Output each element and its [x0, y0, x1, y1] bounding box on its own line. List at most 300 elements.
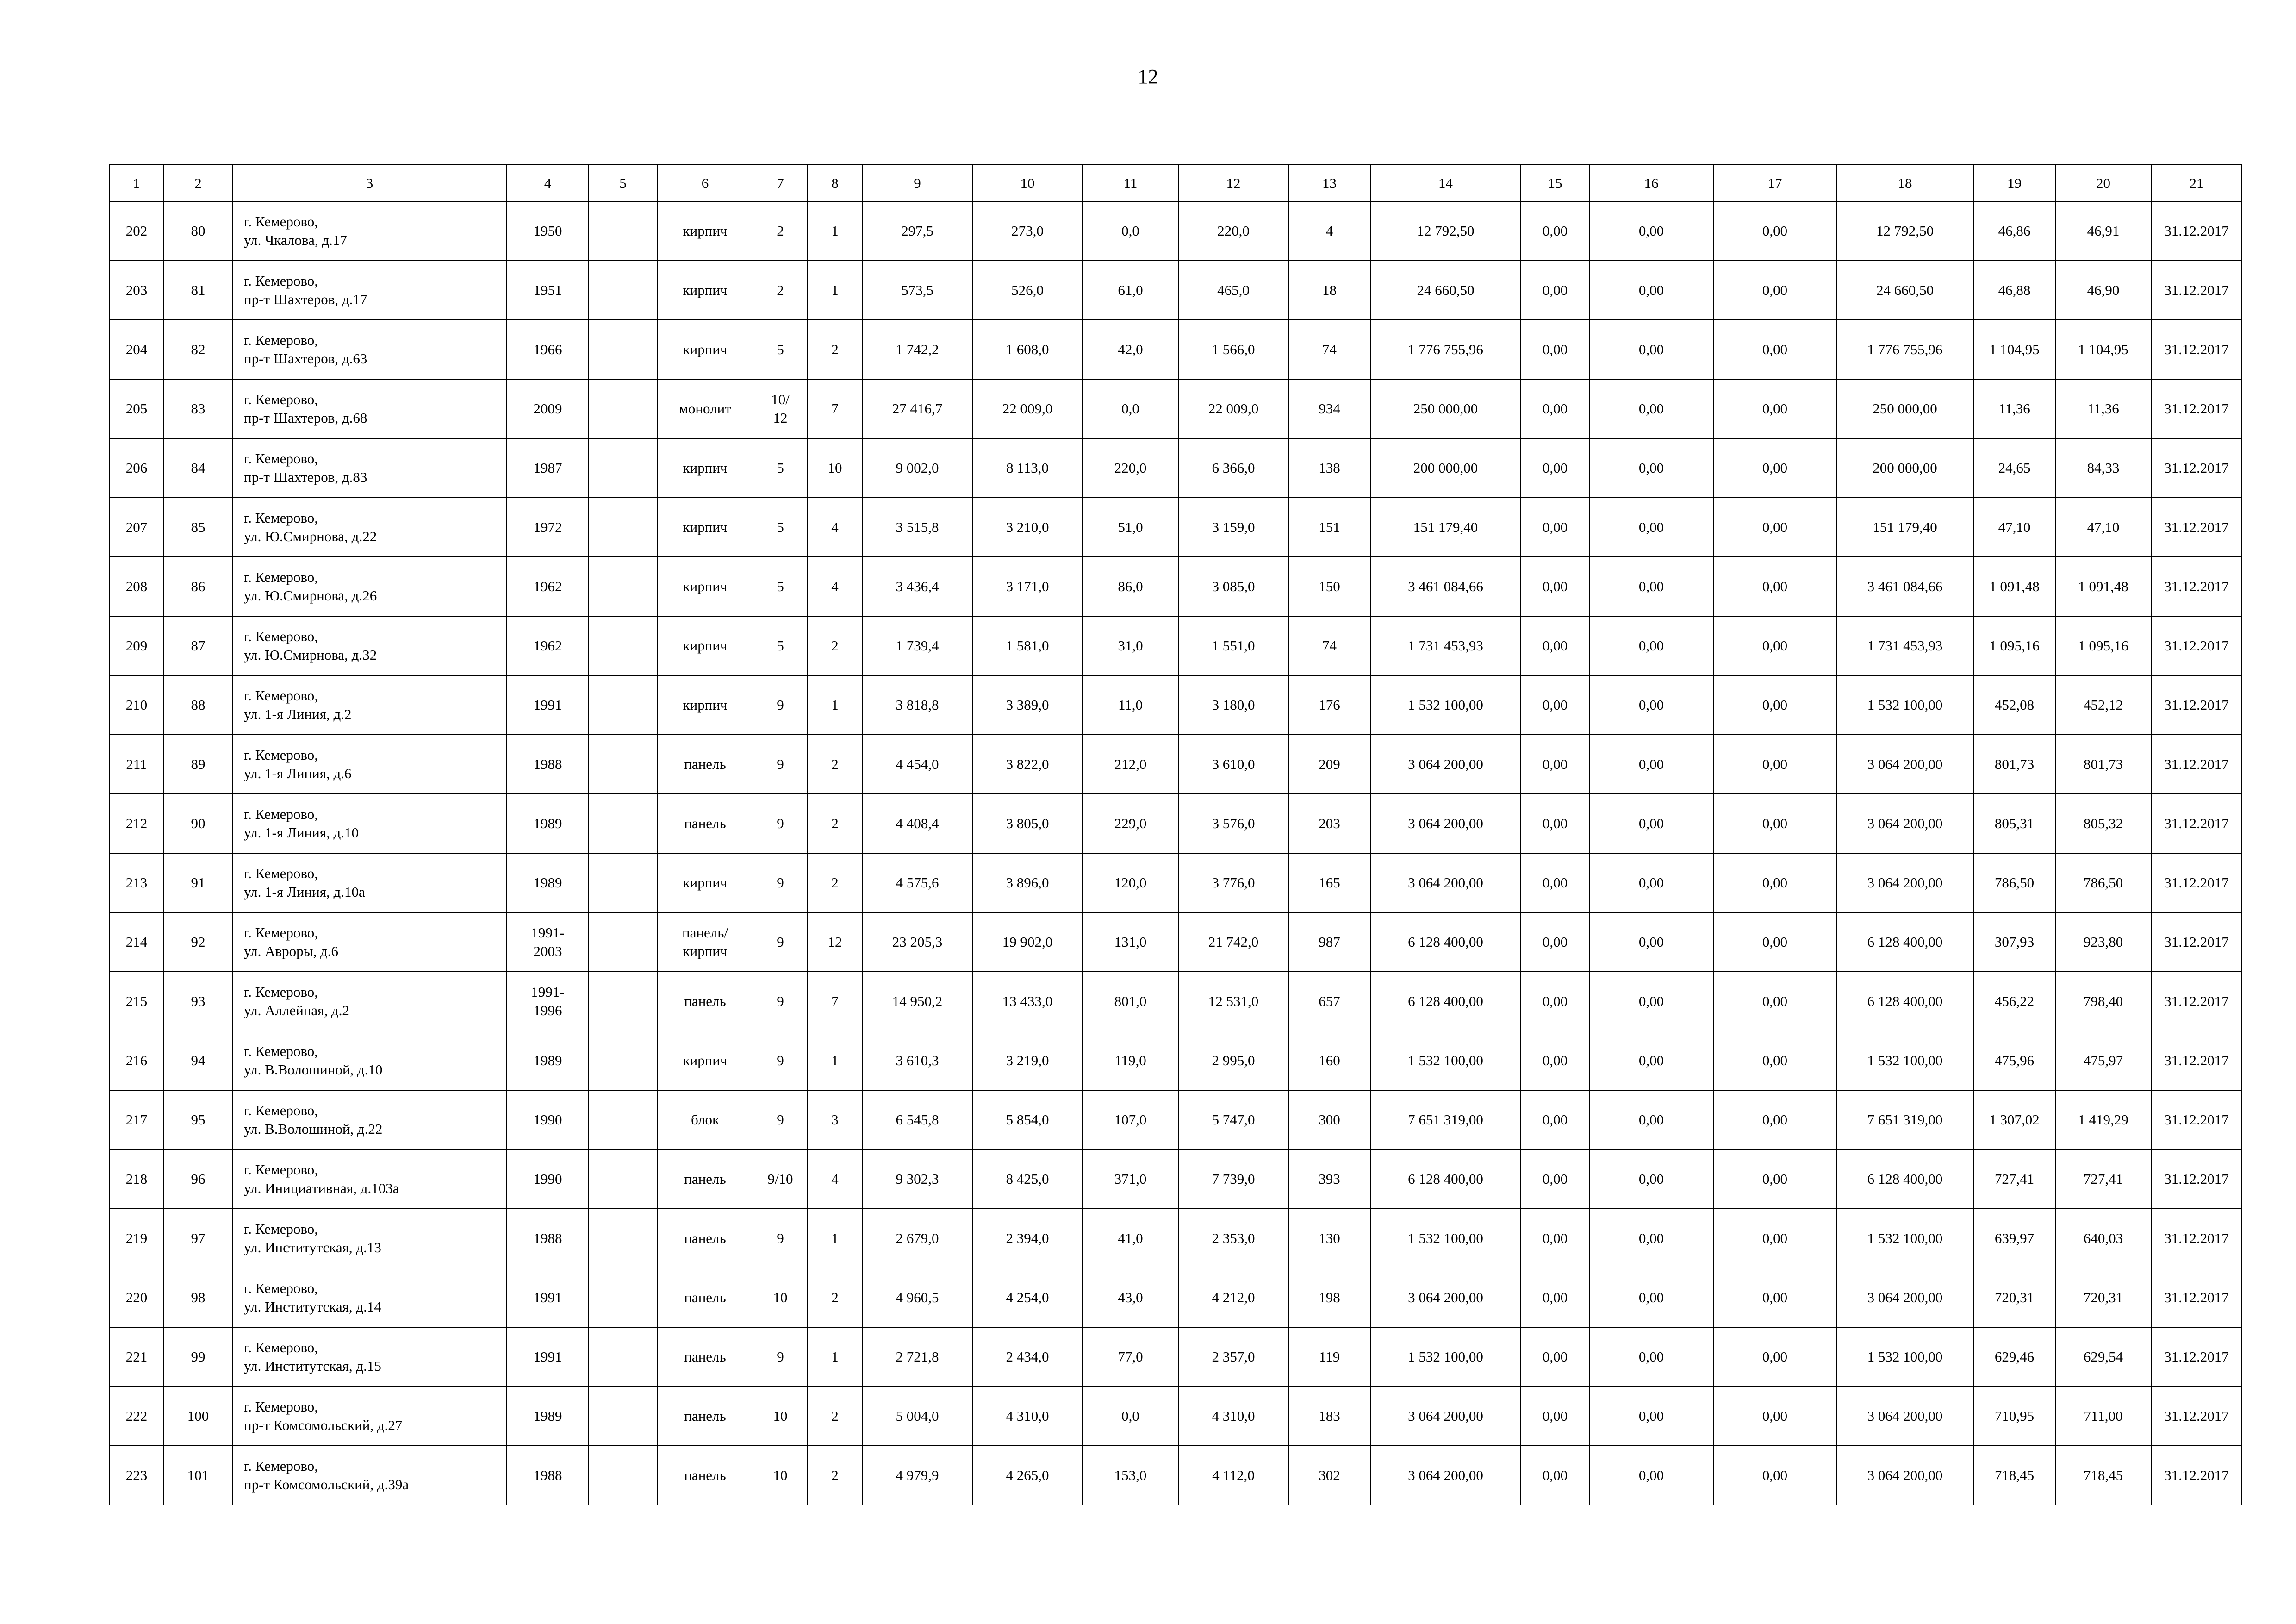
item-number-cell: 80: [164, 201, 232, 261]
col20-cell: 47,10: [2055, 498, 2151, 557]
residential-area-cell: 3 159,0: [1178, 498, 1288, 557]
table-row: [109, 1387, 2242, 1446]
date-cell: 31.12.2017: [2151, 1327, 2242, 1387]
total-cost-cell: 1 532 100,00: [1370, 675, 1521, 735]
non-residential-area-cell: 11,0: [1083, 675, 1178, 735]
date-cell: 31.12.2017: [2151, 557, 2242, 616]
table-row: [109, 1090, 2242, 1149]
residential-area-cell: 3 085,0: [1178, 557, 1288, 616]
wall-material-cell: [657, 794, 753, 853]
address-street: ул. 1-я Линия, д.10а: [244, 884, 365, 900]
year-cell: [507, 1446, 589, 1505]
table-row: [109, 1209, 2242, 1268]
floors-cell: [753, 379, 808, 438]
floors-line-1: 10: [773, 1408, 788, 1424]
row-number-cell: 210: [109, 675, 164, 735]
row-number-cell: 212: [109, 794, 164, 853]
col15-cell: 0,00: [1521, 1149, 1589, 1209]
wall-material-cell: [657, 379, 753, 438]
address-city: г. Кемерово,: [244, 391, 318, 407]
entrances-cell: 7: [808, 972, 862, 1031]
col5-cell: [589, 261, 657, 320]
column-header: 20: [2055, 165, 2151, 201]
col20-cell: 805,32: [2055, 794, 2151, 853]
year-line-1: 1991: [533, 697, 562, 713]
non-residential-area-cell: 801,0: [1083, 972, 1178, 1031]
item-number-cell: 86: [164, 557, 232, 616]
year-line-1: 1991: [533, 1289, 562, 1305]
residents-cell: 119: [1288, 1327, 1370, 1387]
entrances-cell: 2: [808, 616, 862, 675]
item-number-cell: 100: [164, 1387, 232, 1446]
floors-line-1: 9: [777, 993, 784, 1009]
year-line-1: 1991-: [531, 984, 565, 1000]
floors-cell: [753, 1446, 808, 1505]
col17-cell: 0,00: [1713, 1031, 1836, 1090]
row-number-cell: 204: [109, 320, 164, 379]
total-area-cell: 3 515,8: [862, 498, 972, 557]
total-area-cell: 1 742,2: [862, 320, 972, 379]
col18-cell: 1 776 755,96: [1836, 320, 1973, 379]
total-area-cell: 2 679,0: [862, 1209, 972, 1268]
table-row: [109, 735, 2242, 794]
col17-cell: 0,00: [1713, 735, 1836, 794]
column-header: 13: [1288, 165, 1370, 201]
year-cell: [507, 1268, 589, 1327]
entrances-cell: 2: [808, 1268, 862, 1327]
col16-cell: 0,00: [1589, 1209, 1713, 1268]
year-cell: [507, 1327, 589, 1387]
non-residential-area-cell: 153,0: [1083, 1446, 1178, 1505]
table-row: [109, 261, 2242, 320]
total-cost-cell: 3 064 200,00: [1370, 1268, 1521, 1327]
year-cell: [507, 1031, 589, 1090]
col19-cell: 629,46: [1973, 1327, 2055, 1387]
item-number-cell: 81: [164, 261, 232, 320]
floors-line-1: 9: [777, 1052, 784, 1068]
wall-material-line-1: панель: [684, 1289, 726, 1305]
entrances-cell: 1: [808, 1031, 862, 1090]
item-number-cell: 101: [164, 1446, 232, 1505]
column-header: 7: [753, 165, 808, 201]
address-street: пр-т Комсомольский, д.39а: [244, 1476, 409, 1493]
residents-cell: 183: [1288, 1387, 1370, 1446]
col5-cell: [589, 1268, 657, 1327]
address-cell: [232, 438, 507, 498]
col16-cell: 0,00: [1589, 1446, 1713, 1505]
col15-cell: 0,00: [1521, 379, 1589, 438]
total-cost-cell: 1 532 100,00: [1370, 1209, 1521, 1268]
address-cell: [232, 1090, 507, 1149]
address-street: пр-т Шахтеров, д.17: [244, 291, 367, 307]
row-number-cell: 207: [109, 498, 164, 557]
col15-cell: 0,00: [1521, 1090, 1589, 1149]
floors-cell: [753, 1031, 808, 1090]
address-cell: [232, 557, 507, 616]
non-residential-area-cell: 61,0: [1083, 261, 1178, 320]
premises-area-cell: 13 433,0: [972, 972, 1083, 1031]
non-residential-area-cell: 0,0: [1083, 379, 1178, 438]
column-header: 10: [972, 165, 1083, 201]
page-number: 12: [1138, 65, 1158, 88]
col5-cell: [589, 498, 657, 557]
residents-cell: 74: [1288, 320, 1370, 379]
non-residential-area-cell: 42,0: [1083, 320, 1178, 379]
col16-cell: 0,00: [1589, 438, 1713, 498]
address-cell: [232, 1268, 507, 1327]
total-cost-cell: 3 064 200,00: [1370, 735, 1521, 794]
entrances-cell: 3: [808, 1090, 862, 1149]
premises-area-cell: 3 171,0: [972, 557, 1083, 616]
premises-area-cell: 8 113,0: [972, 438, 1083, 498]
column-header: 9: [862, 165, 972, 201]
total-area-cell: 9 302,3: [862, 1149, 972, 1209]
year-cell: [507, 201, 589, 261]
address-city: г. Кемерово,: [244, 806, 318, 822]
item-number-cell: 92: [164, 912, 232, 972]
premises-area-cell: 4 310,0: [972, 1387, 1083, 1446]
entrances-cell: 10: [808, 438, 862, 498]
residential-area-cell: 3 610,0: [1178, 735, 1288, 794]
residents-cell: 657: [1288, 972, 1370, 1031]
address-city: г. Кемерово,: [244, 924, 318, 941]
col15-cell: 0,00: [1521, 320, 1589, 379]
address-cell: [232, 912, 507, 972]
row-number-cell: 208: [109, 557, 164, 616]
col5-cell: [589, 320, 657, 379]
year-cell: [507, 616, 589, 675]
wall-material-line-1: панель: [684, 1467, 726, 1483]
col18-cell: 3 064 200,00: [1836, 1387, 1973, 1446]
total-area-cell: 3 436,4: [862, 557, 972, 616]
wall-material-cell: [657, 261, 753, 320]
col5-cell: [589, 1209, 657, 1268]
address-city: г. Кемерово,: [244, 1280, 318, 1296]
col16-cell: 0,00: [1589, 557, 1713, 616]
address-city: г. Кемерово,: [244, 1162, 318, 1178]
table-row: [109, 616, 2242, 675]
col17-cell: 0,00: [1713, 1327, 1836, 1387]
address-street: ул. Институтская, д.13: [244, 1239, 381, 1255]
year-line-1: 1966: [533, 341, 562, 357]
col16-cell: 0,00: [1589, 1387, 1713, 1446]
year-line-1: 1990: [533, 1171, 562, 1187]
total-area-cell: 14 950,2: [862, 972, 972, 1031]
col5-cell: [589, 557, 657, 616]
residents-cell: 393: [1288, 1149, 1370, 1209]
floors-cell: [753, 853, 808, 912]
non-residential-area-cell: 120,0: [1083, 853, 1178, 912]
year-line-2: 1996: [533, 1002, 562, 1018]
address-cell: [232, 1327, 507, 1387]
col15-cell: 0,00: [1521, 438, 1589, 498]
address-city: г. Кемерово,: [244, 1102, 318, 1118]
non-residential-area-cell: 131,0: [1083, 912, 1178, 972]
address-cell: [232, 735, 507, 794]
wall-material-line-2: кирпич: [683, 943, 728, 959]
row-number-cell: 223: [109, 1446, 164, 1505]
item-number-cell: 84: [164, 438, 232, 498]
non-residential-area-cell: 0,0: [1083, 201, 1178, 261]
col16-cell: 0,00: [1589, 1149, 1713, 1209]
date-cell: 31.12.2017: [2151, 735, 2242, 794]
wall-material-cell: [657, 675, 753, 735]
entrances-cell: 2: [808, 320, 862, 379]
year-cell: [507, 438, 589, 498]
wall-material-line-1: кирпич: [683, 874, 728, 891]
floors-cell: [753, 1090, 808, 1149]
col5-cell: [589, 853, 657, 912]
total-area-cell: 297,5: [862, 201, 972, 261]
year-cell: [507, 557, 589, 616]
wall-material-cell: [657, 853, 753, 912]
wall-material-line-1: панель: [684, 993, 726, 1009]
col17-cell: 0,00: [1713, 675, 1836, 735]
residents-cell: 300: [1288, 1090, 1370, 1149]
col17-cell: 0,00: [1713, 379, 1836, 438]
date-cell: 31.12.2017: [2151, 1387, 2242, 1446]
col17-cell: 0,00: [1713, 498, 1836, 557]
year-line-1: 1988: [533, 1467, 562, 1483]
col17-cell: 0,00: [1713, 794, 1836, 853]
table-row: [109, 1031, 2242, 1090]
col17-cell: 0,00: [1713, 557, 1836, 616]
row-number-cell: 222: [109, 1387, 164, 1446]
column-number-row: [109, 165, 2242, 201]
table-row: [109, 972, 2242, 1031]
table-row: [109, 675, 2242, 735]
total-cost-cell: 3 064 200,00: [1370, 1446, 1521, 1505]
date-cell: 31.12.2017: [2151, 261, 2242, 320]
wall-material-cell: [657, 1209, 753, 1268]
residents-cell: 160: [1288, 1031, 1370, 1090]
residential-area-cell: 1 551,0: [1178, 616, 1288, 675]
col19-cell: 727,41: [1973, 1149, 2055, 1209]
entrances-cell: 1: [808, 675, 862, 735]
address-street: ул. Чкалова, д.17: [244, 232, 347, 248]
row-number-cell: 202: [109, 201, 164, 261]
col16-cell: 0,00: [1589, 675, 1713, 735]
premises-area-cell: 526,0: [972, 261, 1083, 320]
entrances-cell: 4: [808, 1149, 862, 1209]
residential-area-cell: 4 212,0: [1178, 1268, 1288, 1327]
col15-cell: 0,00: [1521, 1327, 1589, 1387]
date-cell: 31.12.2017: [2151, 1149, 2242, 1209]
year-cell: [507, 1387, 589, 1446]
floors-cell: [753, 320, 808, 379]
residential-area-cell: 21 742,0: [1178, 912, 1288, 972]
floors-line-1: 2: [777, 282, 784, 298]
item-number-cell: 82: [164, 320, 232, 379]
year-cell: [507, 498, 589, 557]
col5-cell: [589, 794, 657, 853]
residential-area-cell: 3 576,0: [1178, 794, 1288, 853]
year-cell: [507, 1209, 589, 1268]
year-cell: [507, 675, 589, 735]
year-line-1: 1989: [533, 874, 562, 891]
wall-material-cell: [657, 1387, 753, 1446]
non-residential-area-cell: 220,0: [1083, 438, 1178, 498]
year-line-1: 1950: [533, 223, 562, 239]
wall-material-cell: [657, 1446, 753, 1505]
total-cost-cell: 3 064 200,00: [1370, 853, 1521, 912]
col20-cell: 46,90: [2055, 261, 2151, 320]
date-cell: 31.12.2017: [2151, 853, 2242, 912]
premises-area-cell: 4 254,0: [972, 1268, 1083, 1327]
col5-cell: [589, 201, 657, 261]
total-area-cell: 9 002,0: [862, 438, 972, 498]
entrances-cell: 1: [808, 201, 862, 261]
col5-cell: [589, 1446, 657, 1505]
col5-cell: [589, 379, 657, 438]
col5-cell: [589, 1387, 657, 1446]
column-header: 3: [232, 165, 507, 201]
wall-material-cell: [657, 1090, 753, 1149]
col19-cell: 1 095,16: [1973, 616, 2055, 675]
total-area-cell: 4 408,4: [862, 794, 972, 853]
residents-cell: 209: [1288, 735, 1370, 794]
housing-registry-table: [109, 164, 2242, 1505]
year-line-1: 1990: [533, 1112, 562, 1128]
col17-cell: 0,00: [1713, 1446, 1836, 1505]
residents-cell: 987: [1288, 912, 1370, 972]
address-cell: [232, 498, 507, 557]
address-city: г. Кемерово,: [244, 1339, 318, 1355]
col5-cell: [589, 438, 657, 498]
entrances-cell: 2: [808, 735, 862, 794]
entrances-cell: 1: [808, 1327, 862, 1387]
address-street: пр-т Шахтеров, д.83: [244, 469, 367, 485]
address-street: ул. В.Волошиной, д.22: [244, 1121, 383, 1137]
col16-cell: 0,00: [1589, 853, 1713, 912]
col5-cell: [589, 675, 657, 735]
col16-cell: 0,00: [1589, 201, 1713, 261]
col19-cell: 452,08: [1973, 675, 2055, 735]
address-cell: [232, 201, 507, 261]
date-cell: 31.12.2017: [2151, 320, 2242, 379]
item-number-cell: 90: [164, 794, 232, 853]
wall-material-cell: [657, 557, 753, 616]
entrances-cell: 2: [808, 853, 862, 912]
col17-cell: 0,00: [1713, 1209, 1836, 1268]
col20-cell: 475,97: [2055, 1031, 2151, 1090]
total-area-cell: 4 575,6: [862, 853, 972, 912]
table-row: [109, 912, 2242, 972]
address-cell: [232, 379, 507, 438]
col19-cell: 720,31: [1973, 1268, 2055, 1327]
non-residential-area-cell: 119,0: [1083, 1031, 1178, 1090]
premises-area-cell: 3 210,0: [972, 498, 1083, 557]
date-cell: 31.12.2017: [2151, 1268, 2242, 1327]
col20-cell: 801,73: [2055, 735, 2151, 794]
wall-material-line-1: кирпич: [683, 460, 728, 476]
year-line-1: 1989: [533, 1052, 562, 1068]
total-cost-cell: 1 532 100,00: [1370, 1327, 1521, 1387]
year-line-1: 1991-: [531, 924, 565, 941]
floors-cell: [753, 675, 808, 735]
column-header: 21: [2151, 165, 2242, 201]
total-cost-cell: 3 461 084,66: [1370, 557, 1521, 616]
residential-area-cell: 220,0: [1178, 201, 1288, 261]
total-cost-cell: 1 532 100,00: [1370, 1031, 1521, 1090]
col17-cell: 0,00: [1713, 320, 1836, 379]
address-street: ул. 1-я Линия, д.6: [244, 765, 352, 781]
column-header: 18: [1836, 165, 1973, 201]
total-area-cell: 4 960,5: [862, 1268, 972, 1327]
floors-line-1: 9: [777, 697, 784, 713]
col18-cell: 12 792,50: [1836, 201, 1973, 261]
col15-cell: 0,00: [1521, 1387, 1589, 1446]
date-cell: 31.12.2017: [2151, 675, 2242, 735]
address-city: г. Кемерово,: [244, 1221, 318, 1237]
col20-cell: 727,41: [2055, 1149, 2151, 1209]
col20-cell: 629,54: [2055, 1327, 2151, 1387]
total-cost-cell: 200 000,00: [1370, 438, 1521, 498]
address-street: ул. Ю.Смирнова, д.32: [244, 647, 377, 663]
row-number-cell: 205: [109, 379, 164, 438]
col20-cell: 1 091,48: [2055, 557, 2151, 616]
floors-cell: [753, 557, 808, 616]
floors-cell: [753, 794, 808, 853]
col19-cell: 307,93: [1973, 912, 2055, 972]
col17-cell: 0,00: [1713, 616, 1836, 675]
non-residential-area-cell: 51,0: [1083, 498, 1178, 557]
year-cell: [507, 853, 589, 912]
wall-material-line-1: блок: [691, 1112, 720, 1128]
address-street: ул. Аллейная, д.2: [244, 1002, 349, 1018]
residents-cell: 151: [1288, 498, 1370, 557]
col18-cell: 200 000,00: [1836, 438, 1973, 498]
col18-cell: 1 532 100,00: [1836, 1031, 1973, 1090]
table-row: [109, 438, 2242, 498]
col15-cell: 0,00: [1521, 1209, 1589, 1268]
col15-cell: 0,00: [1521, 201, 1589, 261]
col18-cell: 24 660,50: [1836, 261, 1973, 320]
col18-cell: 1 532 100,00: [1836, 1209, 1973, 1268]
wall-material-cell: [657, 1268, 753, 1327]
date-cell: 31.12.2017: [2151, 438, 2242, 498]
premises-area-cell: 273,0: [972, 201, 1083, 261]
year-line-1: 2009: [533, 400, 562, 417]
entrances-cell: 12: [808, 912, 862, 972]
premises-area-cell: 3 896,0: [972, 853, 1083, 912]
address-street: пр-т Шахтеров, д.63: [244, 350, 367, 367]
wall-material-cell: [657, 1327, 753, 1387]
address-city: г. Кемерово,: [244, 1043, 318, 1059]
floors-cell: [753, 261, 808, 320]
row-number-cell: 209: [109, 616, 164, 675]
non-residential-area-cell: 107,0: [1083, 1090, 1178, 1149]
wall-material-line-1: кирпич: [683, 223, 728, 239]
col19-cell: 24,65: [1973, 438, 2055, 498]
column-header: 5: [589, 165, 657, 201]
row-number-cell: 219: [109, 1209, 164, 1268]
address-cell: [232, 972, 507, 1031]
residents-cell: 4: [1288, 201, 1370, 261]
column-header: 2: [164, 165, 232, 201]
premises-area-cell: 3 219,0: [972, 1031, 1083, 1090]
col17-cell: 0,00: [1713, 972, 1836, 1031]
row-number-cell: 214: [109, 912, 164, 972]
col18-cell: 3 461 084,66: [1836, 557, 1973, 616]
residents-cell: 176: [1288, 675, 1370, 735]
table-row: [109, 1268, 2242, 1327]
col17-cell: 0,00: [1713, 1387, 1836, 1446]
floors-line-1: 9: [777, 1112, 784, 1128]
year-line-1: 1962: [533, 578, 562, 594]
premises-area-cell: 3 805,0: [972, 794, 1083, 853]
premises-area-cell: 22 009,0: [972, 379, 1083, 438]
